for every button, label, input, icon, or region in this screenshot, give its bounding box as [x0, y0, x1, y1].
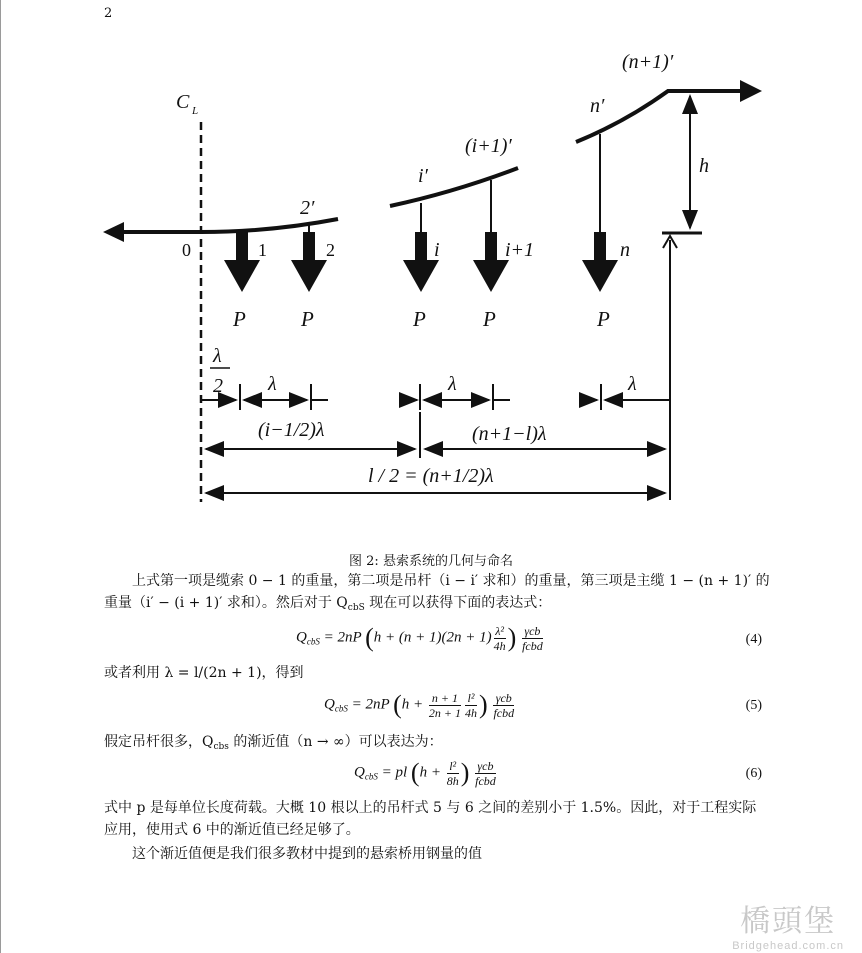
spacing-label-2: λ: [448, 373, 457, 395]
spacing-label-3: λ: [628, 373, 637, 395]
paragraph-5: 这个渐近值便是我们很多教材中提到的悬索桥用钢量的值: [132, 846, 482, 862]
dimension-total-label: l / 2 = (n+1/2)λ: [368, 465, 494, 487]
figure-caption: 图 2: 悬索系统的几何与命名: [349, 554, 513, 569]
equation-5: $Q_{cbS} = 2nP$ (h + $\frac{n + 1}{2n + 1}$ $\frac{\text{l²}}{4h}$ ) $\frac{\text{γcb}}{\text{fcbd}}$: [324, 690, 515, 720]
load-2: [291, 222, 327, 292]
watermark: [732, 896, 844, 952]
cable-label-np: n′: [590, 95, 605, 117]
paragraph-3: 假定吊杆很多，$Q_{cbs}$ 的渐近值（n → ∞）可以表达为：: [104, 734, 443, 752]
cable-label-2p: 2′: [300, 197, 315, 219]
cable-left-arrow: [103, 222, 124, 242]
half-spacing-num: λ: [213, 345, 222, 367]
node-label-n: n: [620, 239, 630, 261]
load-i1: [473, 180, 509, 292]
cable-label-i1p: (i+1)′: [465, 135, 512, 157]
load-1: [224, 232, 260, 292]
equation-4-number: (4): [745, 632, 762, 647]
node-label-i1: i+1: [505, 239, 535, 261]
watermark-logo: 橋頭堡: [740, 904, 837, 939]
load-label-n: P: [597, 307, 610, 331]
cable-right-arrow: [740, 80, 762, 102]
load-label-1: P: [233, 307, 246, 331]
dimension-2-label: (n+1−l)λ: [472, 423, 547, 445]
paragraph-1-line-2: 重量（i′ − (i + 1)′ 求和）。然后对于 $Q_{cbS}$ 现在可以获得下面的表达式：: [104, 595, 552, 613]
centerline-sub: L: [192, 105, 199, 117]
equation-4: $Q_{cbS} = 2nP$ (h + (n + 1)(2n + 1) $\frac{\text{λ²}}{4h}$ ) $\frac{\text{γcb}}{\text{fcbd}}$: [296, 623, 543, 653]
load-label-i1: P: [483, 307, 496, 331]
node-label-2: 2: [326, 240, 335, 260]
paragraph-4-line-1: 式中 p 是每单位长度荷载。大概 10 根以上的吊杆式 5 与 6 之间的差别小于 1.5%。因此，对于工程实际: [104, 800, 757, 816]
centerline-label: C: [176, 91, 190, 113]
paragraph-1-line-1: 上式第一项是缆索 0 − 1 的重量，第二项是吊杆（i − i′ 求和）的重量，第三项是主缆 1 − (n + 1)′ 的: [132, 573, 770, 589]
cable-middle: [390, 168, 518, 206]
load-label-2: P: [301, 307, 314, 331]
node-label-0: 0: [182, 240, 191, 260]
half-spacing-den: 2: [213, 375, 223, 397]
node-label-i: i: [434, 239, 440, 261]
cable-label-n1p: (n+1)′: [622, 51, 674, 73]
equation-6-number: (6): [745, 766, 762, 781]
load-label-i: P: [413, 307, 426, 331]
spacing-label-1: λ: [268, 373, 277, 395]
cable-left: [120, 219, 338, 232]
node-label-1: 1: [258, 240, 267, 260]
page-number: 2: [104, 6, 113, 21]
paragraph-2: 或者利用 λ = l/(2n + 1)，得到: [104, 665, 304, 681]
height-label: h: [699, 155, 709, 177]
equation-6: $Q_{cbS}$ = pl (h + $\frac{\text{l²}}{8h}$ ) $\frac{\text{γcb}}{\text{fcbd}}$: [354, 758, 496, 788]
load-n: [582, 134, 618, 292]
paragraph-4-line-2: 应用，使用式 6 中的渐近值已经足够了。: [104, 822, 360, 838]
cable-label-ip: i′: [418, 165, 428, 187]
watermark-url: Bridgehead.com.cn: [732, 940, 844, 952]
equation-5-number: (5): [745, 698, 762, 713]
dimension-1-label: (i−1/2)λ: [258, 419, 325, 441]
